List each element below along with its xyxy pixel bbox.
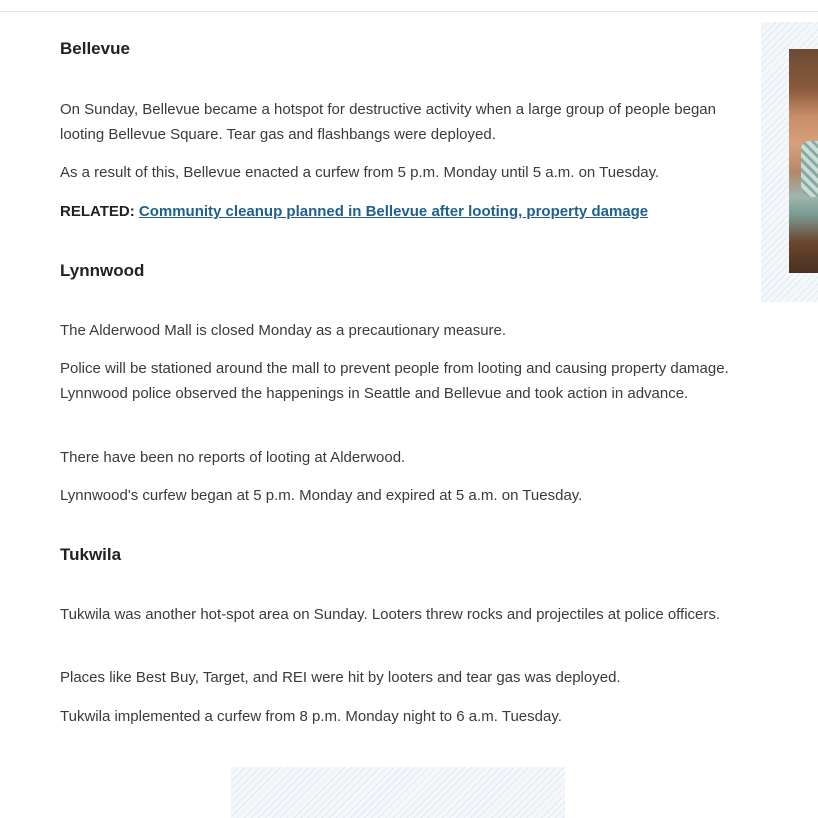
sidebar-photo[interactable] <box>789 49 818 273</box>
paragraph: As a result of this, Bellevue enacted a curfew from 5 p.m. Monday until 5 a.m. on Tuesday. <box>60 164 660 181</box>
paragraph: On Sunday, Bellevue became a hotspot for destructive activity when a large group of people began looting Bellevue Square. Tear gas and flashbangs were deployed. <box>60 101 716 143</box>
paragraph: The Alderwood Mall is closed Monday as a precautionary measure. <box>60 322 507 339</box>
section-heading-bellevue: Bellevue <box>60 39 130 58</box>
header-divider <box>0 11 818 12</box>
inline-ad-placeholder[interactable] <box>231 767 565 818</box>
paragraph: Police will be stationed around the mall to prevent people from looting and causing property damage. Lynnwood police observed the happenings in Seattle and Bellevue and took action in advance. <box>60 360 729 402</box>
section-heading-lynnwood: Lynnwood <box>60 261 145 280</box>
paragraph: Places like Best Buy, Target, and REI were hit by looters and tear gas was deployed. <box>60 669 621 686</box>
face-mask-detail <box>801 141 818 197</box>
paragraph: Tukwila implemented a curfew from 8 p.m. Monday night to 6 a.m. Tuesday. <box>60 708 562 725</box>
related-article-link[interactable]: Community cleanup planned in Bellevue after looting, property damage <box>138 203 649 220</box>
section-heading-tukwila: Tukwila <box>60 545 122 564</box>
related-label: RELATED: <box>60 203 135 220</box>
paragraph: Tukwila was another hot-spot area on Sunday. Looters threw rocks and projectiles at police officers. <box>60 606 721 623</box>
paragraph: There have been no reports of looting at Alderwood. <box>60 449 406 466</box>
related-link-block <box>60 199 648 224</box>
paragraph: Lynnwood's curfew began at 5 p.m. Monday and expired at 5 a.m. on Tuesday. <box>60 487 583 504</box>
